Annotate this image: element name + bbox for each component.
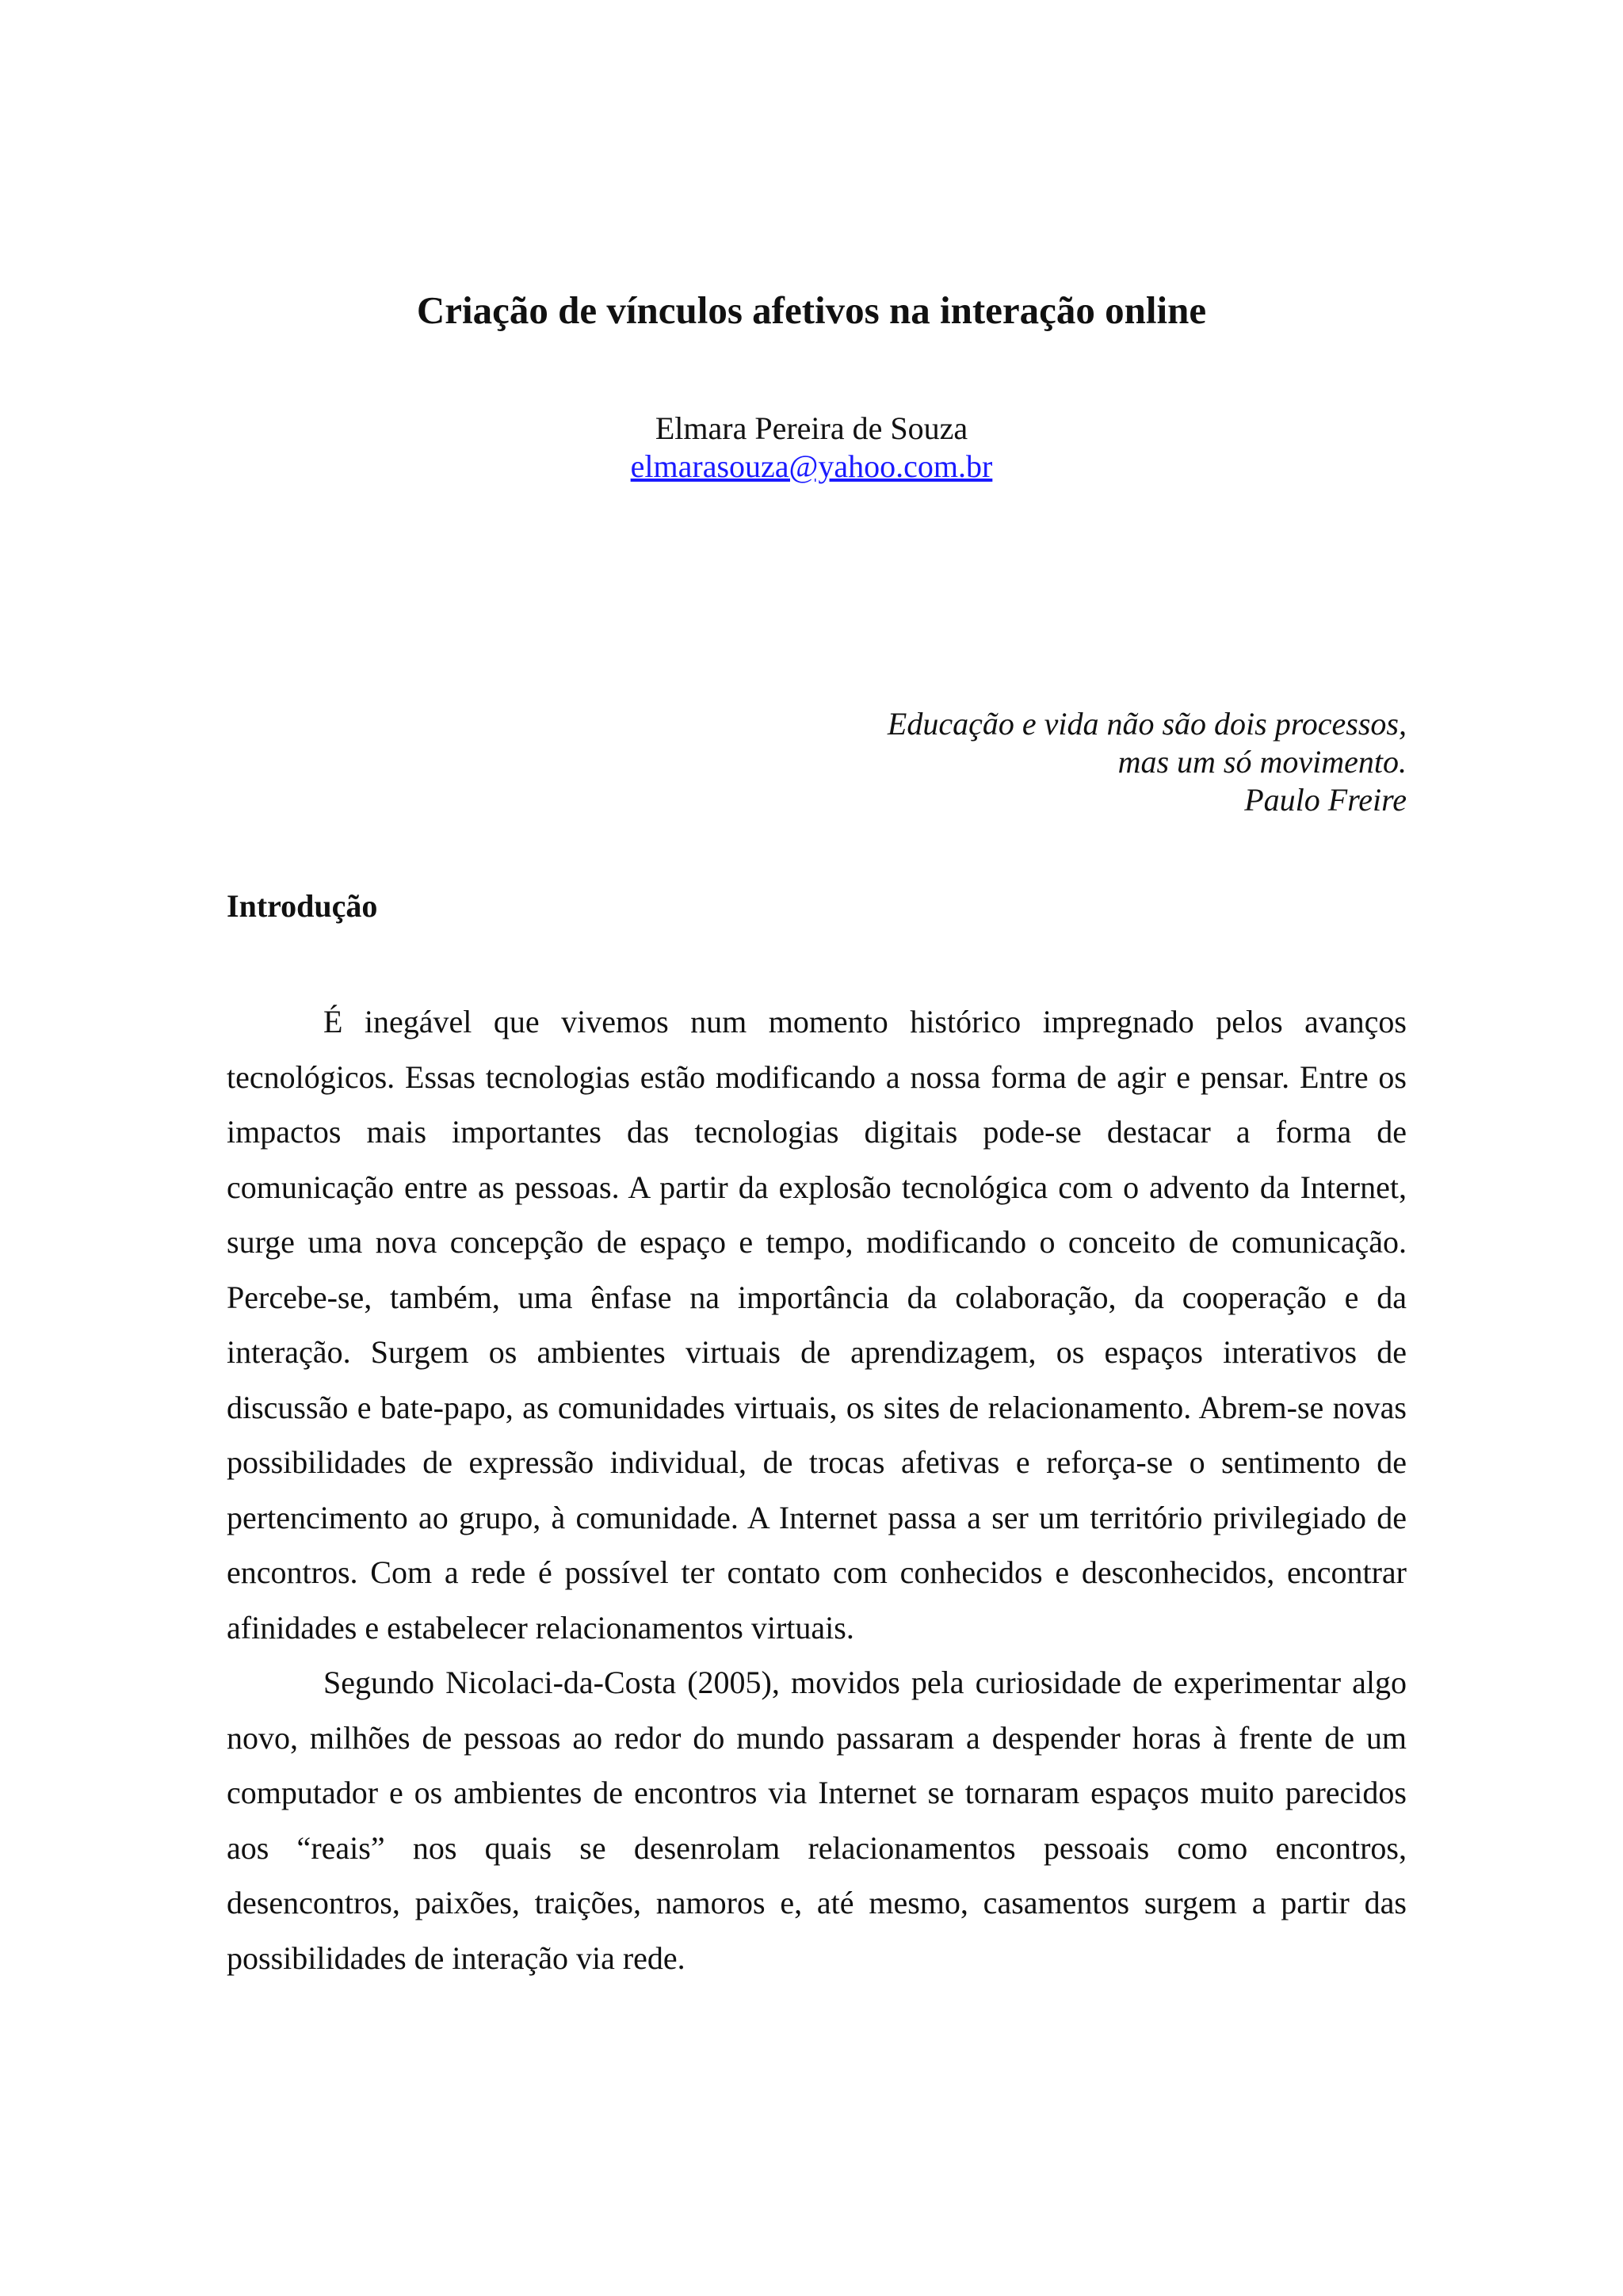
paper-title: Criação de vínculos afetivos na interação online: [416, 288, 1207, 332]
author-block: [0, 410, 1623, 486]
author-name: Elmara Pereira de Souza: [655, 410, 968, 446]
section-body: [227, 994, 1407, 1985]
body-paragraph: Segundo Nicolaci-da-Costa (2005), movidos pela curiosidade de experimentar algo novo, milhões de pessoas ao redor do mundo passaram a despender horas à frente de um computador e os ambientes de encontros via Internet se tornaram espaços muito parecidos aos “reais” nos quais se desenrolam relacionamentos pessoais como encontros, desencontros, paixões, traições, namoros e, até mesmo, casamentos surgem a partir das possibilidades de interação via rede.: [227, 1665, 1407, 1976]
body-paragraph: É inegável que vivemos num momento histórico impregnado pelos avanços tecnológicos. Essas tecnologias estão modificando a nossa forma de agir e pensar. Entre os impactos mais importantes das tecnologias digitais pode-se destacar a forma de comunicação entre as pessoas. A partir da explosão tecnológica com o advento da Internet, surge uma nova concepção de espaço e tempo, modificando o conceito de comunicação. Percebe-se, também, uma ênfase na importância da colaboração, da cooperação e da interação. Surgem os ambientes virtuais de aprendizagem, os espaços interativos de discussão e bate-papo, as comunidades virtuais, os sites de relacionamento. Abrem-se novas possibilidades de expressão individual, de trocas afetivas e reforça-se o sentimento de pertencimento ao grupo, à comunidade. A Internet passa a ser um território privilegiado de encontros. Com a rede é possível ter contato com conhecidos e desconhecidos, encontrar afinidades e estabelecer relacionamentos virtuais.: [227, 1004, 1407, 1646]
epigraph-line-2: mas um só movimento.: [1117, 744, 1407, 780]
epigraph-attribution: Paulo Freire: [1244, 782, 1407, 818]
section-heading: Introdução: [227, 888, 378, 924]
epigraph: [614, 705, 1407, 819]
epigraph-line-1: Educação e vida não são dois processos,: [887, 706, 1407, 742]
author-email-link[interactable]: elmarasouza@yahoo.com.br: [630, 448, 993, 484]
